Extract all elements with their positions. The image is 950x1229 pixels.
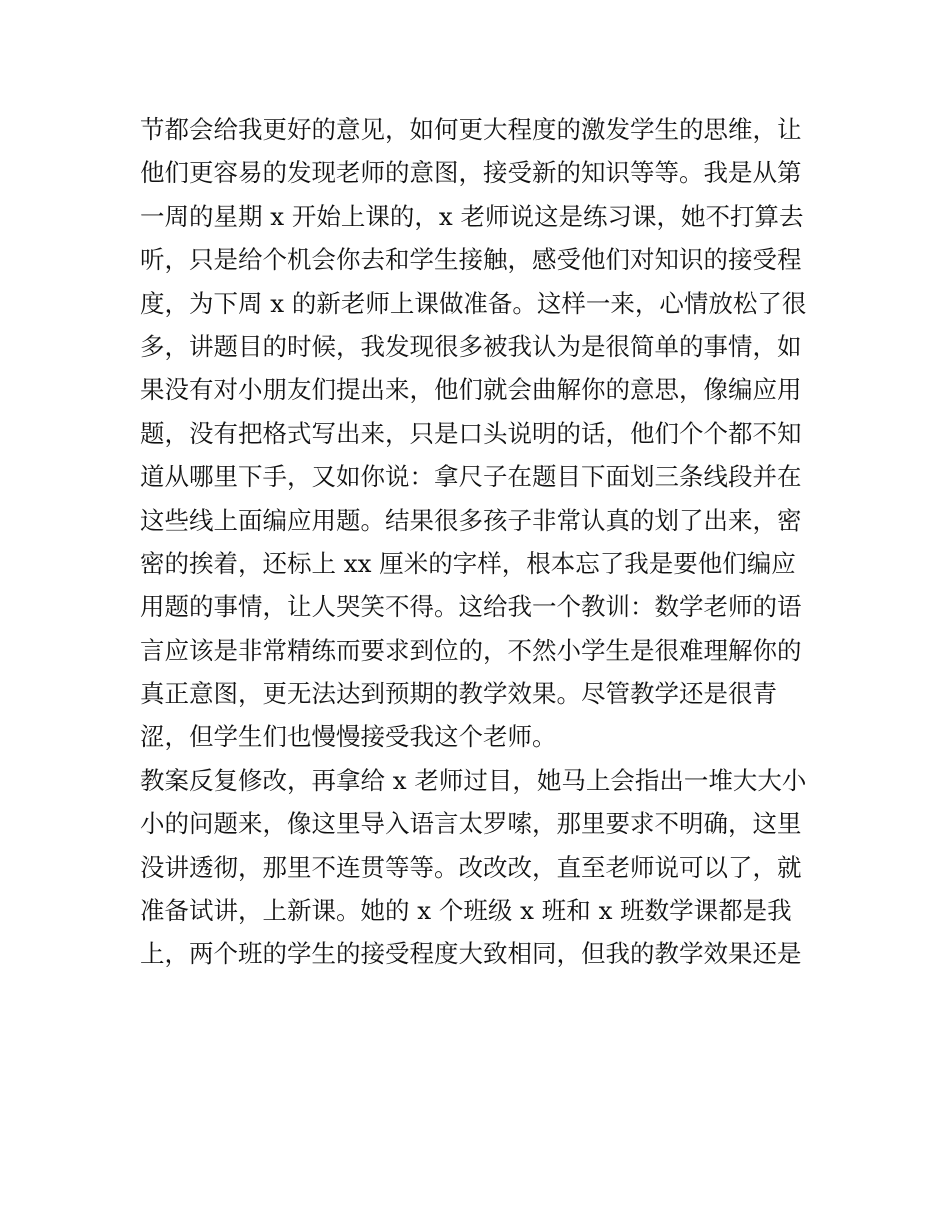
- text-line: 涩，但学生们也慢慢接受我这个老师。: [140, 722, 557, 752]
- text-line: 这些线上面编应用题。结果很多孩子非常认真的划了出来，密: [140, 505, 802, 535]
- text-line: 没讲透彻，那里不连贯等等。改改改，直至老师说可以了，就: [140, 852, 802, 882]
- text-line: 用题的事情，让人哭笑不得。这给我一个教训：数学老师的语: [140, 592, 802, 622]
- text-line: 题，没有把格式写出来，只是口头说明的话，他们个个都不知: [140, 418, 802, 448]
- text-line: 准备试讲，上新课。她的 x 个班级 x 班和 x 班数学课都是我: [140, 896, 792, 926]
- text-line: 教案反复修改，再拿给 x 老师过目，她马上会指出一堆大大小: [140, 765, 807, 795]
- text-line: 一周的星期 x 开始上课的，x 老师说这是练习课，她不打算去: [140, 201, 804, 231]
- text-line: 果没有对小朋友们提出来，他们就会曲解你的意思，像编应用: [140, 375, 802, 405]
- text-line: 多，讲题目的时候，我发现很多被我认为是很简单的事情，如: [140, 331, 802, 361]
- text-line: 上，两个班的学生的接受程度大致相同，但我的教学效果还是: [140, 939, 802, 969]
- text-line: 道从哪里下手，又如你说：拿尺子在题目下面划三条线段并在: [140, 462, 802, 492]
- text-line: 听，只是给个机会你去和学生接触，感受他们对知识的接受程: [140, 245, 802, 275]
- text-line: 他们更容易的发现老师的意图，接受新的知识等等。我是从第: [140, 158, 802, 188]
- text-line: 真正意图，更无法达到预期的教学效果。尽管教学还是很青: [140, 679, 777, 709]
- text-line: 小的问题来，像这里导入语言太罗嗦，那里要求不明确，这里: [140, 809, 802, 839]
- text-line: 度，为下周 x 的新老师上课做准备。这样一来，心情放松了很: [140, 288, 807, 318]
- body-text: [140, 108, 840, 976]
- text-line: 密的挨着，还标上 xx 厘米的字样，根本忘了我是要他们编应: [140, 548, 796, 578]
- text-line: 言应该是非常精练而要求到位的，不然小学生是很难理解你的: [140, 635, 802, 665]
- text-line: 节都会给我更好的意见，如何更大程度的激发学生的思维，让: [140, 115, 802, 144]
